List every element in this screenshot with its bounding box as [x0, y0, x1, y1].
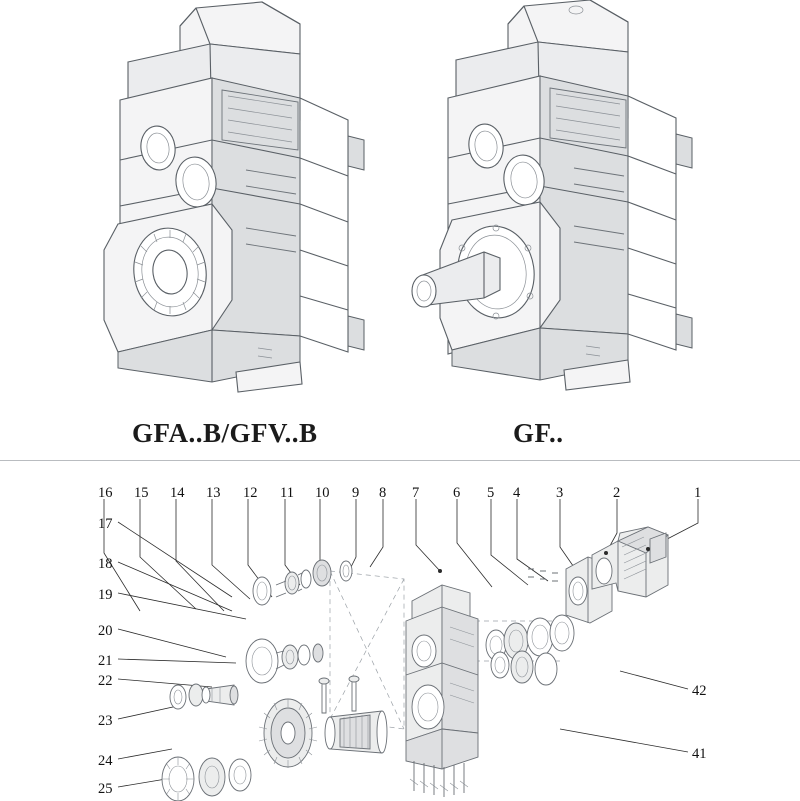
caption-gfa-gfv: GFA..B/GFV..B: [132, 418, 318, 448]
label-15: 15: [134, 485, 149, 501]
label-11: 11: [280, 485, 294, 501]
exploded-view-panel: [0, 460, 800, 801]
label-1: 1: [694, 485, 702, 501]
label-9: 9: [352, 485, 360, 501]
label-14: 14: [170, 485, 185, 501]
label-12: 12: [243, 485, 258, 501]
label-21: 21: [98, 653, 113, 669]
exploded-view-drawing: [0, 461, 800, 801]
parts-small-rings-upper: [253, 560, 352, 605]
label-2: 2: [613, 485, 621, 501]
label-25: 25: [98, 781, 113, 797]
parts-bearing-set-mid: [246, 639, 323, 683]
label-24: 24: [98, 753, 113, 769]
label-41: 41: [692, 746, 707, 762]
caption-gf: GF..: [513, 418, 564, 448]
leader-lines-right: [560, 671, 688, 752]
label-42: 42: [692, 683, 707, 699]
label-19: 19: [98, 587, 113, 603]
label-5: 5: [487, 485, 495, 501]
parts-input-shaft-assembly: [170, 684, 238, 709]
label-10: 10: [315, 485, 330, 501]
leader-lines-left: [118, 522, 246, 787]
label-18: 18: [98, 556, 113, 572]
label-4: 4: [513, 485, 521, 501]
gearbox-left-body: [104, 2, 364, 392]
label-3: 3: [556, 485, 564, 501]
label-17: 17: [98, 516, 113, 532]
label-16: 16: [98, 485, 113, 501]
label-23: 23: [98, 713, 113, 729]
parts-seals-rings-right: [486, 569, 574, 685]
label-8: 8: [379, 485, 387, 501]
parts-gear-housing: [406, 585, 478, 797]
label-20: 20: [98, 623, 113, 639]
label-6: 6: [453, 485, 461, 501]
parts-motor: [592, 527, 668, 597]
label-22: 22: [98, 673, 113, 689]
label-13: 13: [206, 485, 221, 501]
gearbox-right-body: [412, 0, 692, 390]
label-7: 7: [412, 485, 420, 501]
